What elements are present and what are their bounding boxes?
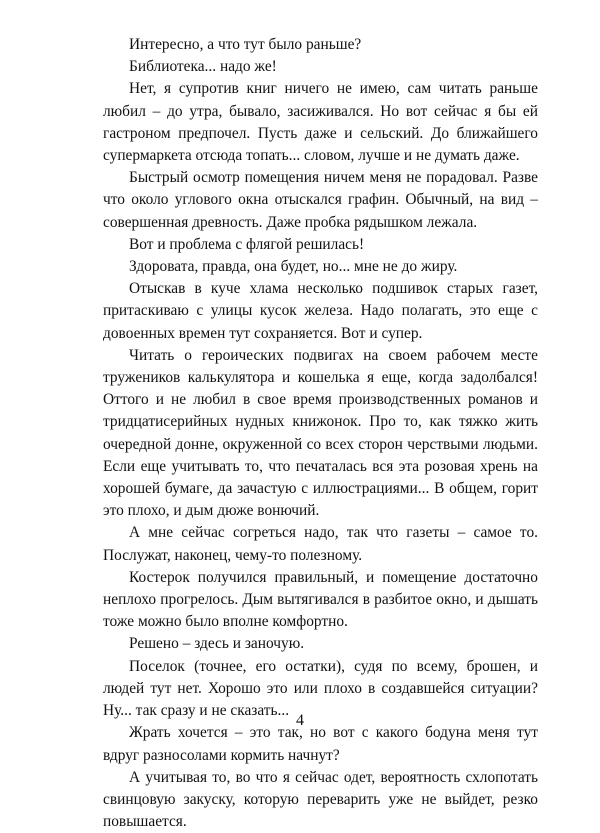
page-number: 4 (296, 712, 304, 729)
paragraph: Интересно, а что тут было раньше? (129, 36, 362, 53)
paragraph: Отыскав в куче хлама несколько подшивок старых газет, притаскиваю с улицы кусок железа. Надо полагать, это еще с довоенных времен тут сохраняется. Вот и супер. (103, 280, 538, 342)
paragraph: Поселок (точнее, его остатки), судя по всему, брошен, и людей тут нет. Хорошо это или плохо в создавшейся ситуации? Ну... так сразу и не сказать... (103, 657, 538, 720)
paragraph: Нет, я супротив книг ничего не имею, сам читать раньше любил – до утра, бывало, засиживался. Но вот сейчас я бы ей гастроном предпочел. Пусть даже и сельский. До ближайшего супермаркета отсюда топать... словом, лучше и не думать даже. (103, 80, 538, 165)
paragraph: А учитывая то, во что я сейчас одет, вероятность схлопотать свинцовую закуску, которую переварить уже не выйдет, резко повышается. (103, 768, 538, 831)
paragraph: Решено – здесь и заночую. (129, 635, 305, 653)
paragraph: Костерок получился правильный, и помещение достаточно неплохо прогрелось. Дым вытягивался в разбитое окно, и дышать тоже можно было вполне комфортно. (103, 568, 538, 631)
paragraph: Жрать хочется – это так, но вот с какого бодуна меня тут вдруг разносолами кормить начнут? (103, 724, 538, 764)
paragraph: Здоровата, правда, она будет, но... мне не до жиру. (129, 258, 458, 276)
paragraph: Быстрый осмотр помещения ничем меня не порадовал. Разве что около углового окна отыскался графин. Обычный, на вид – совершенная древность. Даже пробка рядышком лежала. (103, 169, 538, 231)
paragraph: А мне сейчас согреться надо, так что газеты – самое то. Послужат, наконец, чему-то полезному. (103, 524, 538, 564)
paragraph: Вот и проблема с флягой решилась! (129, 235, 365, 253)
paragraph: Читать о героических подвигах на своем рабочем месте тружеников калькулятора и кошелька я еще, когда задолбался! Оттого и не любил в свое время производственных романов и тридцатисерийных нудных книжонок. Про то, как тяжко жить очередной донне, окруженной со всех сторон черствыми людьми. Если еще учитывать то, что печаталась вся эта розовая хрень на хорошей бумаге, да зачастую с иллюстрациями... В общем, горит это плохо, и дым дюже вонючий. (103, 346, 538, 520)
paragraph: Библиотека... надо же! (129, 58, 277, 76)
